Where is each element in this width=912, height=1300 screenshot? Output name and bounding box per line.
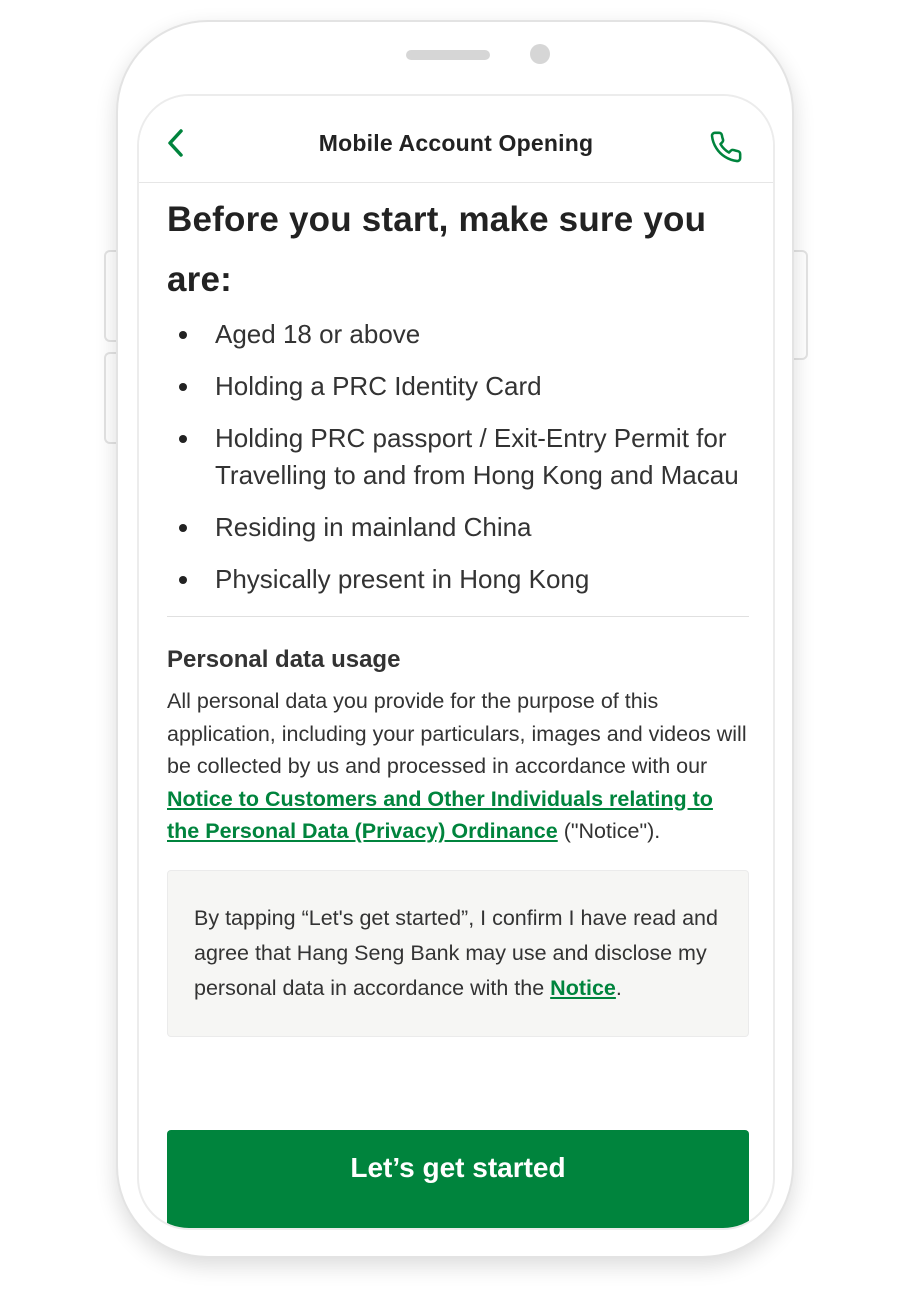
requirement-item (167, 420, 749, 494)
consent-text-end: . (615, 975, 622, 1000)
personal-data-body-end: ("Notice"). (557, 819, 661, 843)
section-divider (167, 616, 749, 617)
phone-icon (709, 130, 743, 164)
requirement-text: Aged 18 or above (215, 319, 421, 349)
consent-box (167, 870, 749, 1037)
bullet-icon (179, 576, 187, 584)
requirement-text: Holding a PRC Identity Card (215, 371, 542, 401)
top-bar (139, 96, 773, 183)
app-screen (137, 94, 775, 1230)
requirement-item (167, 561, 749, 598)
requirement-item (167, 316, 749, 353)
phone-speaker (406, 50, 490, 60)
bullet-icon (179, 383, 187, 391)
notice-link[interactable]: Notice (550, 975, 616, 1000)
consent-text: By tapping “Let's get started”, I confirm I have read and agree that Hang Seng Bank may use and disclose my personal data in accordance with the (194, 905, 718, 1000)
bullet-icon (179, 524, 187, 532)
requirements-heading: Before you start, make sure you are: (167, 200, 707, 299)
requirement-item (167, 368, 749, 405)
personal-data-text (167, 685, 749, 848)
get-started-button[interactable]: Let’s get started (167, 1130, 749, 1230)
bullet-icon (179, 331, 187, 339)
page-title: Mobile Account Opening (318, 130, 594, 156)
personal-data-body: All personal data you provide for the purpose of this application, including your particulars, images and videos will be collected by us and processed in accordance with our (167, 689, 747, 778)
call-button[interactable] (709, 130, 743, 164)
phone-camera (530, 44, 550, 64)
requirement-text: Physically present in Hong Kong (215, 564, 590, 594)
requirement-item (167, 509, 749, 546)
requirement-text: Holding PRC passport / Exit-Entry Permit for Travelling to and from Hong Kong and Macau (215, 423, 739, 490)
requirements-list (167, 316, 749, 598)
personal-data-heading: Personal data usage (167, 646, 401, 673)
privacy-notice-link[interactable]: Notice to Customers and Other Individuals relating to the Personal Data (Privacy) Ordinance (167, 786, 713, 843)
requirement-text: Residing in mainland China (215, 512, 532, 542)
bullet-icon (179, 435, 187, 443)
main-content (167, 186, 749, 1037)
